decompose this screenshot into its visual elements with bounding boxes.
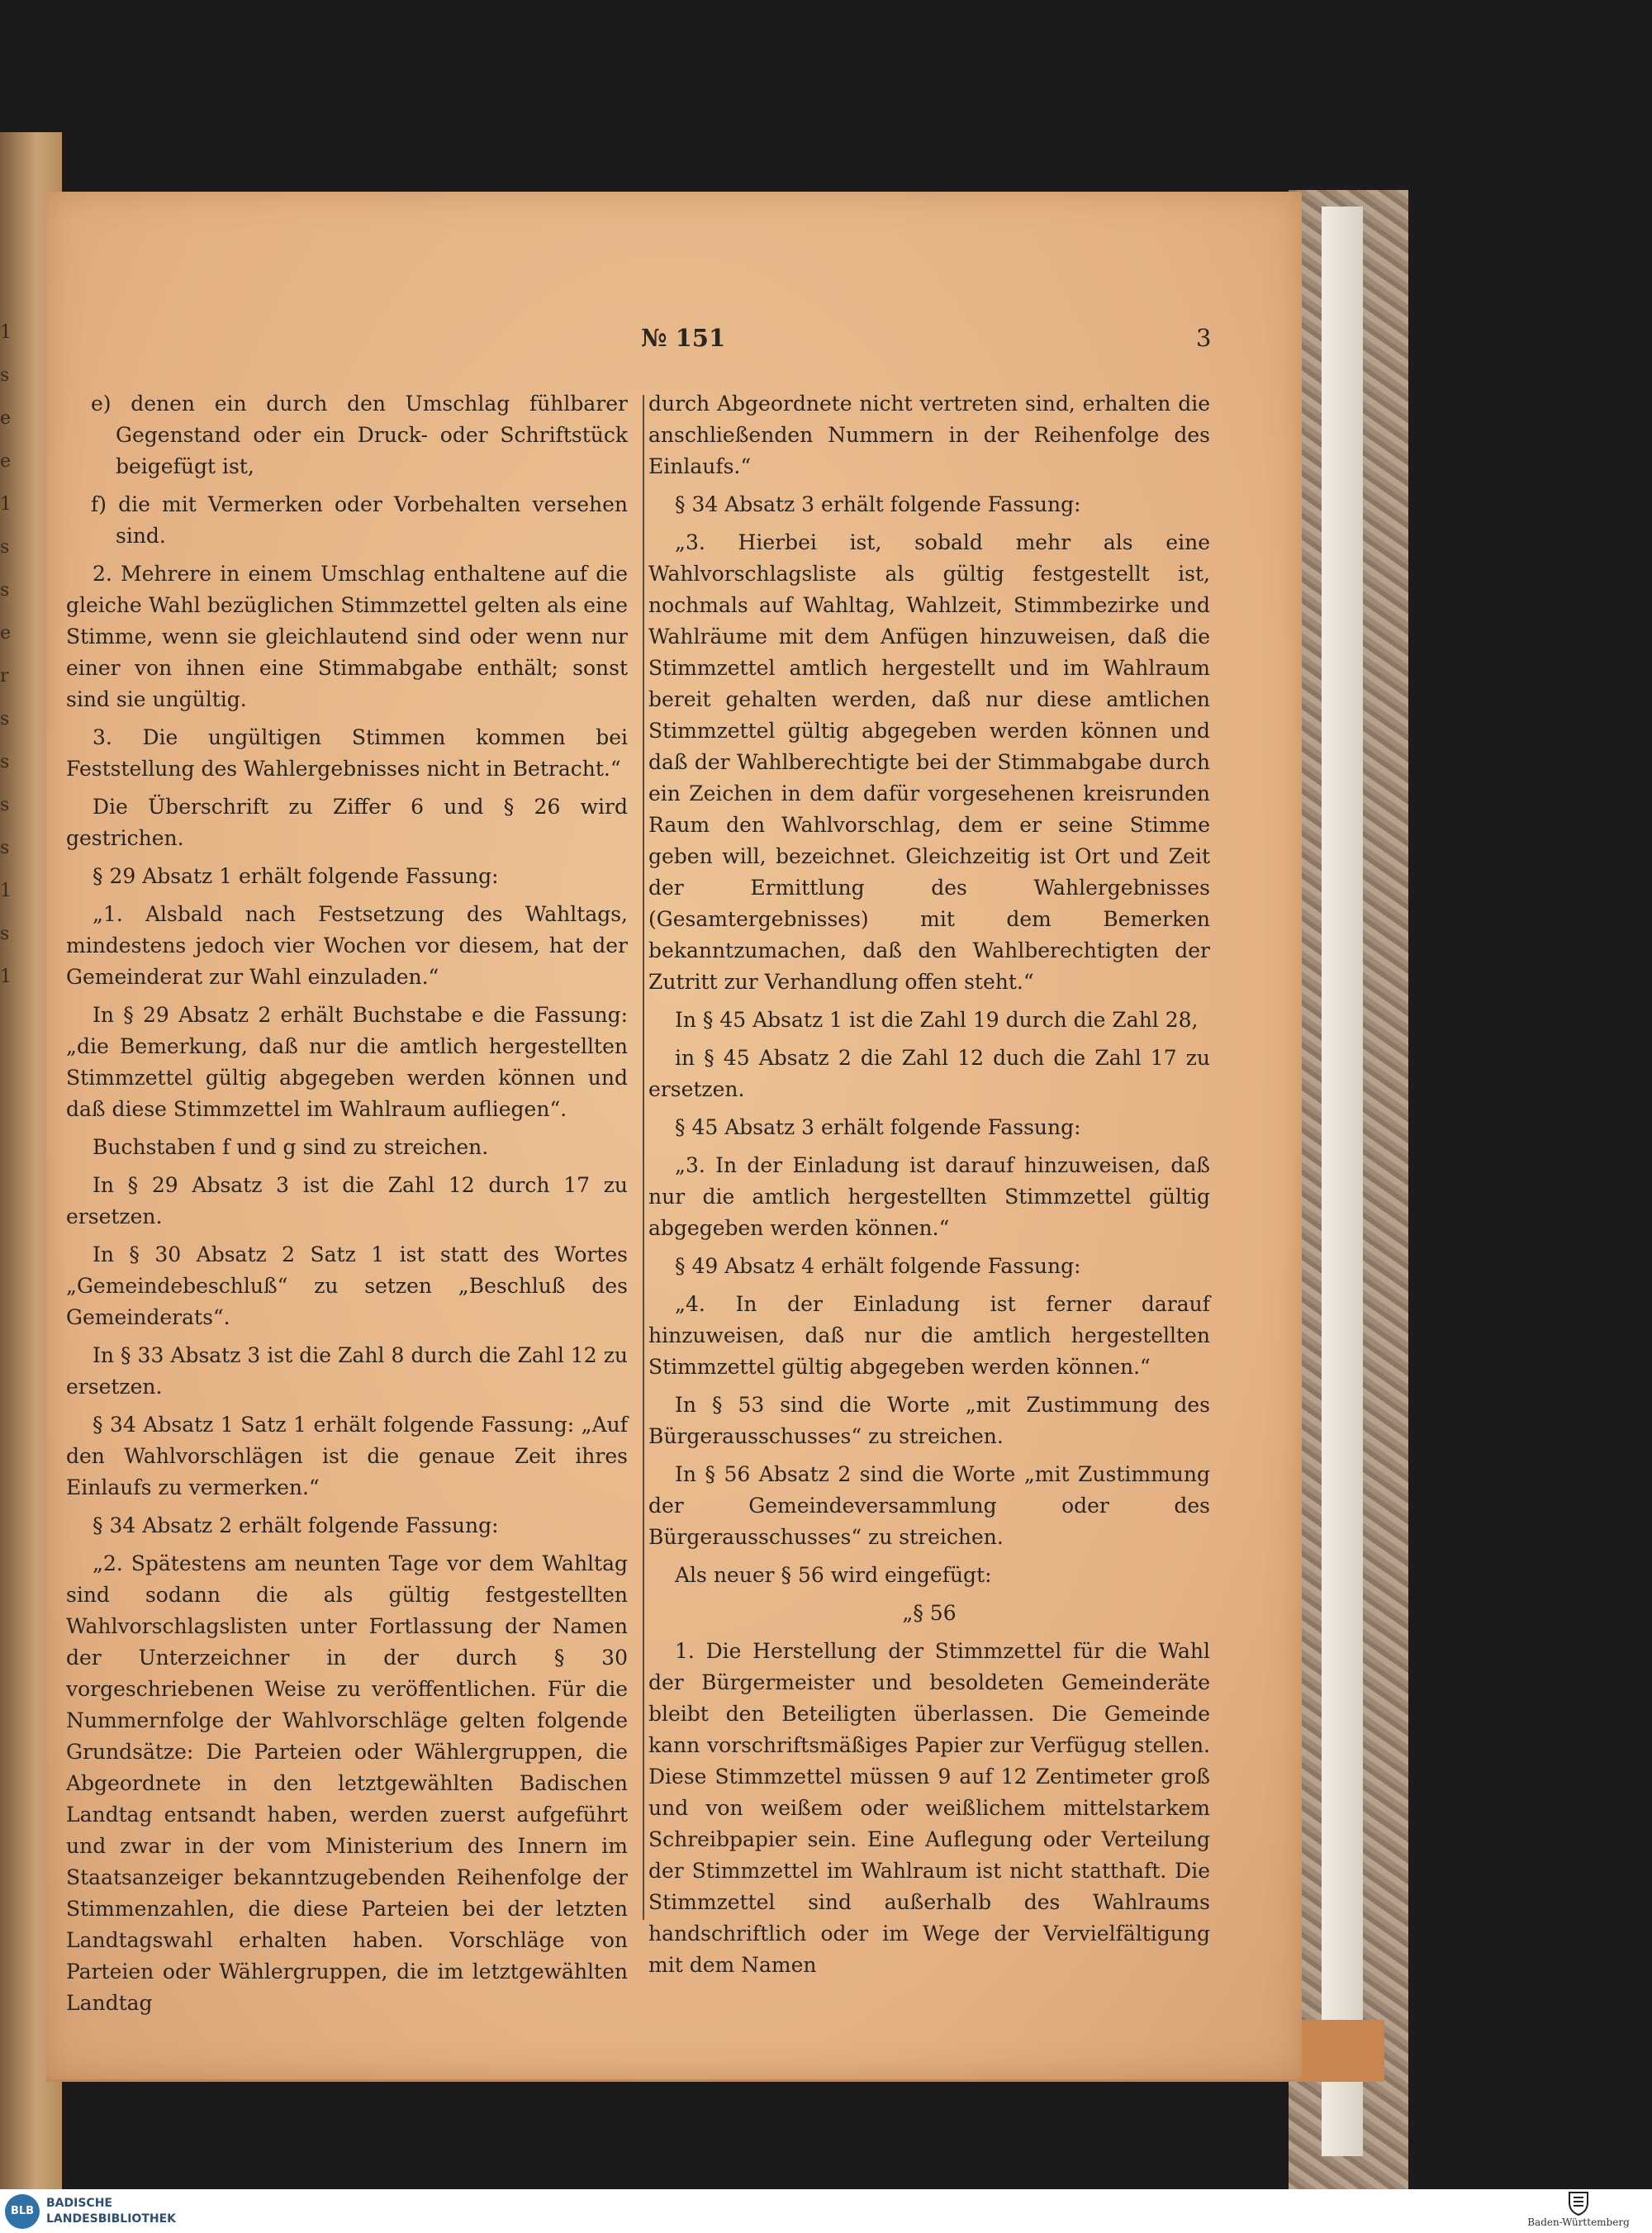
library-name-line1: BADISCHE [46,2197,112,2210]
paragraph: „3. In der Einladung ist darauf hinzuweisen, daß nur die amtlich hergestellten Stimmzettel gültig abgegeben werden können.“ [648,1153,1210,1240]
page-number: 3 [1196,324,1212,352]
paragraph: „4. In der Einladung ist ferner darauf hinzuweisen, daß nur die amtlich hergestellten Stimmzettel gültig abgegeben werden können.“ [648,1292,1210,1379]
running-head [46,324,1302,357]
paragraph: In § 56 Absatz 2 sind die Worte „mit Zustimmung der Gemeindeversammlung oder des Bürgerausschusses“ zu streichen. [648,1462,1210,1549]
state-logo [1517,2191,1640,2228]
paragraph: In § 30 Absatz 2 Satz 1 ist statt des Wortes „Gemeindebeschluß“ zu setzen „Beschluß des Gemeinderats“. [66,1242,628,1329]
state-name: Baden-Württemberg [1527,2216,1630,2228]
fragment: 1 [0,881,12,901]
adjacent-page-fragments [0,322,17,1010]
paragraph: In § 33 Absatz 3 ist die Zahl 8 durch die Zahl 12 zu ersetzen. [66,1343,628,1399]
paragraph: „1. Alsbald nach Festsetzung des Wahltags, mindestens jedoch vier Wochen vor diesem, hat der Gemeinderat zur Wahl einzuladen.“ [66,902,628,989]
paragraph: „§ 56 [902,1601,957,1625]
paragraph: in § 45 Absatz 2 die Zahl 12 duch die Zahl 17 zu ersetzen. [648,1046,1210,1101]
fragment: s [0,924,10,944]
blb-logo: BLB [5,2194,40,2229]
paragraph: § 34 Absatz 3 erhält folgende Fassung: [675,492,1081,516]
fragment: s [0,838,10,858]
fragment: s [0,795,10,815]
library-name-line2: LANDESBIBLIOTHEK [46,2212,177,2226]
paragraph: Buchstaben f und g sind zu streichen. [93,1135,489,1159]
viewer-footer [0,2189,1652,2233]
column-divider [643,395,644,1920]
fragment: e [0,623,12,644]
paragraph: Als neuer § 56 wird eingefügt: [675,1563,992,1587]
paragraph: In § 45 Absatz 1 ist die Zahl 19 durch die Zahl 28, [675,1008,1199,1032]
paragraph: § 49 Absatz 4 erhält folgende Fassung: [675,1254,1081,1278]
fragment: s [0,752,10,772]
fragment: r [0,666,9,687]
paragraph: f) die mit Vermerken oder Vorbehalten versehen sind. [91,492,628,548]
paragraph: „2. Spätestens am neunten Tage vor dem Wahltag sind sodann die als gültig festgestellten Wahlvorschlagslisten unter Fortlassung der Namen der Unterzeichner in der durch § 30 vorgeschriebenen Weise zu veröffentlichen. Für die Nummernfolge der Wahlvorschläge gelten folgende Grundsätze: Die Parteien oder Wählergruppen, die Abgeordnete in den letztgewählten Badischen Landtag entsandt haben, werden zuerst aufgeführt und zwar in der vom Ministerium des Innern im Staatsanzeiger bekanntzugebenden Reihenfolge der Stimmenzahlen, die diese Parteien bei der letzten Landtagswahl erhalten haben. Vorschläge von Parteien oder Wählergruppen, die im letztgewählten Landtag [66,1551,628,2015]
paragraph: Die Überschrift zu Ziffer 6 und § 26 wird gestrichen. [66,795,628,850]
paragraph: In § 53 sind die Worte „mit Zustimmung des Bürgerausschusses“ zu streichen. [648,1393,1210,1448]
library-name [46,2196,176,2227]
fragment: s [0,709,10,729]
page-block-edge [1322,207,1363,2156]
paragraph: § 34 Absatz 2 erhält folgende Fassung: [93,1513,499,1537]
right-text-column [648,388,1210,1988]
paragraph: In § 29 Absatz 3 ist die Zahl 12 durch 17 zu ersetzen. [66,1173,628,1228]
paragraph: e) denen ein durch den Umschlag fühlbarer Gegenstand oder ein Druck- oder Schriftstück beigefügt ist, [91,392,628,478]
paragraph: § 34 Absatz 1 Satz 1 erhält folgende Fassung: „Auf den Wahlvorschlägen ist die genaue Zeit ihres Einlaufs zu vermerken.“ [66,1413,628,1499]
fragment: s [0,580,10,601]
paragraph: 3. Die ungültigen Stimmen kommen bei Feststellung des Wahlergebnisses nicht in Betracht.“ [66,725,628,781]
fragment: s [0,365,10,386]
fragment: s [0,537,10,558]
issue-number: № 151 [641,324,726,352]
coat-of-arms-icon [1568,2191,1589,2216]
paragraph: In § 29 Absatz 2 erhält Buchstabe e die Fassung: „die Bemerkung, daß nur die amtlich hergestellten Stimmzettel gültig abgegeben werden können und daß diese Stimmzettel im Wahlraum aufliegen“. [66,1003,628,1121]
paragraph: „3. Hierbei ist, sobald mehr als eine Wahlvorschlagsliste als gültig festgestellt ist, nochmals auf Wahltag, Wahlzeit, Stimmbezirke und Wahlräume mit dem Anfügen hinzuweisen, daß die Stimmzettel amtlich hergestellt und im Wahlraum bereit gehalten werden, daß nur diese amtlichen Stimmzettel gültig abgegeben werden können und daß der Wahlberechtigte bei der Stimmabgabe durch ein Zeichen in dem dafür vorgesehenen kreisrunden Raum den Wahlvorschlag, dem er seine Stimme geben will, bezeichnet. Gleichzeitig ist Ort und Zeit der Ermittlung des Wahlergebnisses (Gesamtergebnisses) mit dem Bemerken bekanntzumachen, daß den Wahlberechtigten der Zutritt zur Verhandlung offen steht.“ [648,530,1210,994]
fragment: 1 [0,494,12,515]
left-text-column [66,388,628,2026]
paragraph: 1. Die Herstellung der Stimmzettel für die Wahl der Bürgermeister und besoldeten Gemeinderäte bleibt den Beteiligten überlassen. Die Gemeinde kann vorschriftsmäßiges Papier zur Verfügug stellen. Diese Stimmzettel müssen 9 auf 12 Zentimeter groß und von weißem oder weißlichem mittelstarkem Schreibpapier sein. Eine Auflegung oder Verteilung der Stimmzettel im Wahlraum ist nicht statthaft. Die Stimmzettel sind außerhalb des Wahlraums handschriftlich oder im Wege der Vervielfältigung mit dem Namen [648,1639,1210,1977]
fragment: 1 [0,322,12,343]
fragment: e [0,408,12,429]
paragraph: § 29 Absatz 1 erhält folgende Fassung: [93,864,499,888]
paragraph: 2. Mehrere in einem Umschlag enthaltene auf die gleiche Wahl bezüglichen Stimmzettel gelten als eine Stimme, wenn sie gleichlautend sind oder wenn nur einer von ihnen eine Stimmabgabe enthält; sonst sind sie ungültig. [66,562,628,711]
paragraph: durch Abgeordnete nicht vertreten sind, erhalten die anschließenden Nummern in der Reihenfolge des Einlaufs.“ [648,392,1210,478]
fragment: e [0,451,12,472]
fragment: 1 [0,967,12,987]
paragraph: § 45 Absatz 3 erhält folgende Fassung: [675,1115,1081,1139]
